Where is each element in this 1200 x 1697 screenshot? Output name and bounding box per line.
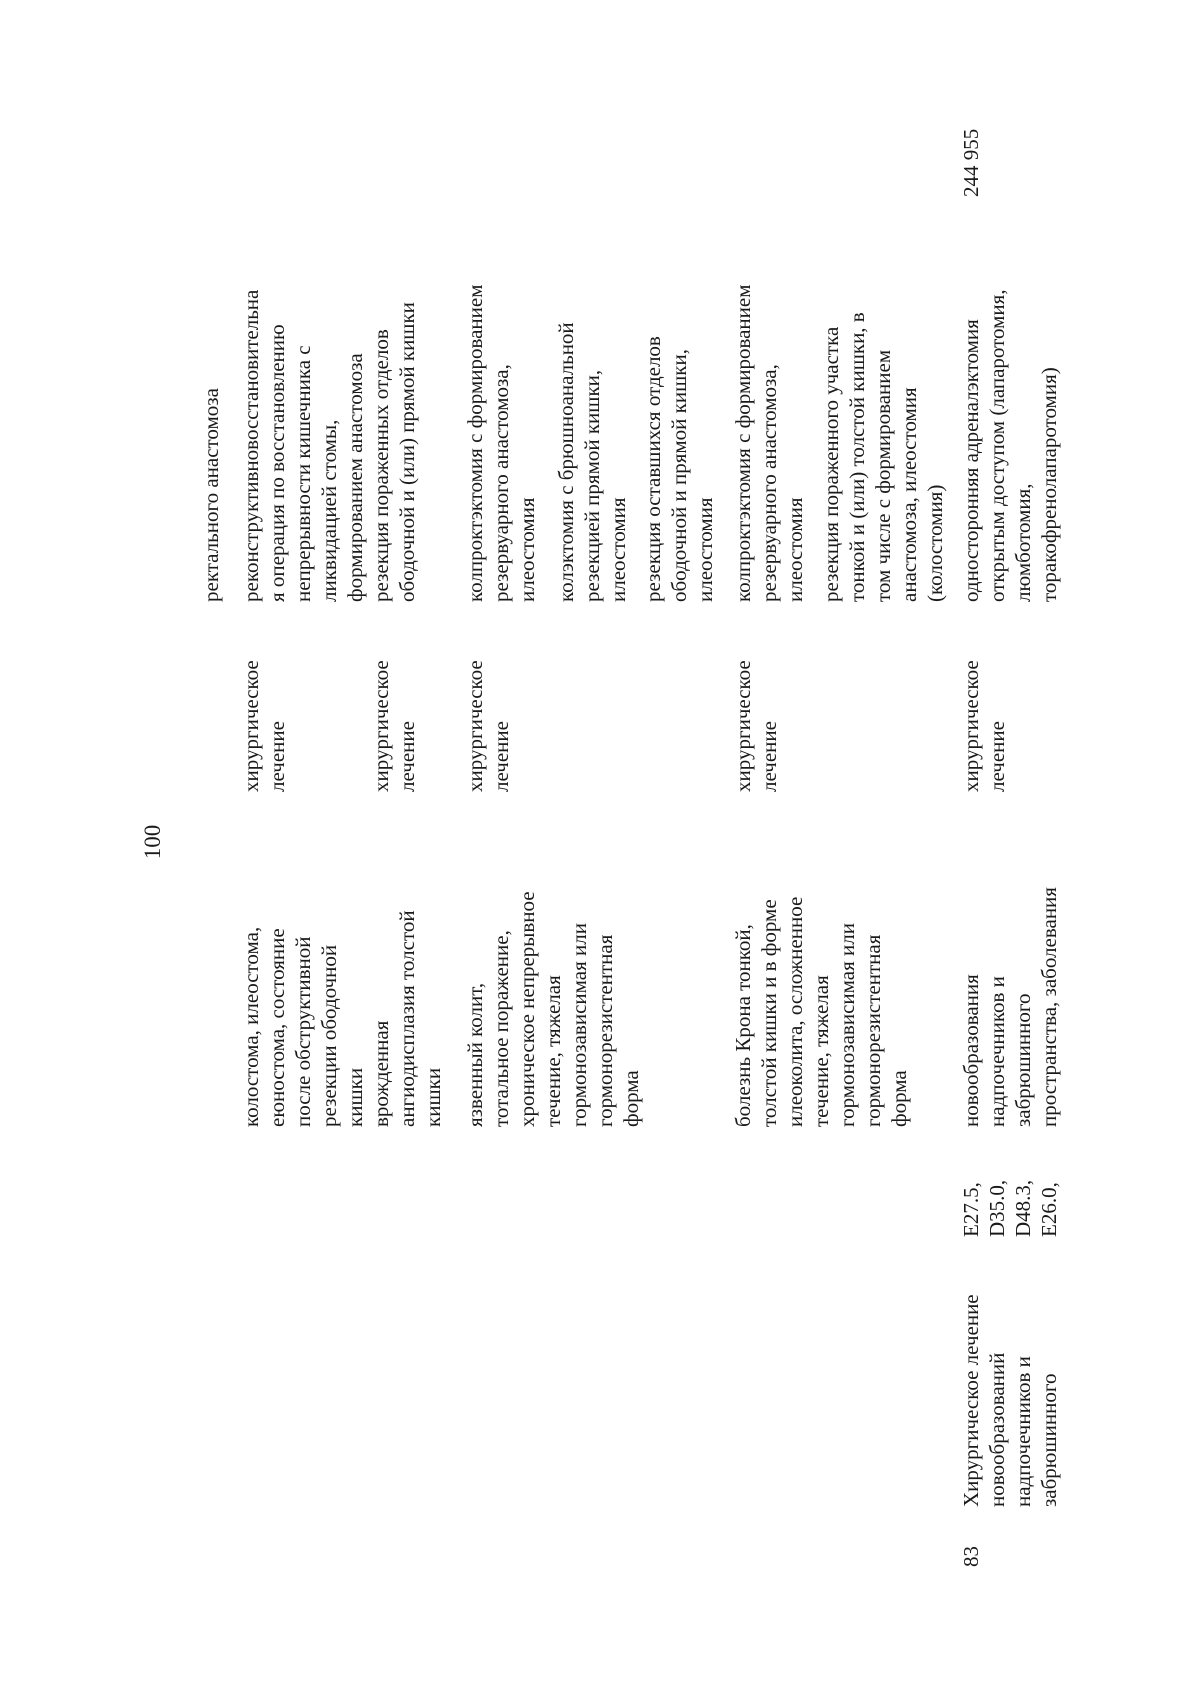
model-cell: болезнь Крона тонкой, толстой кишки и в форме илеоколита, осложненное течение, тяжелая гормонозависимая или гормонорезистентная форма xyxy=(731,896,911,1127)
icd-codes-cell: E27.5, D35.0, D48.3, E26.0, xyxy=(959,1179,1061,1237)
treatment-type-cell: хирургическое лечение xyxy=(369,660,419,792)
method-cell: колпроктэктомия с формированием резервуарного анастомоза, илеостомия xyxy=(463,284,539,602)
procedure-name-cell: Хирургическое лечение новообразований надпочечников и забрюшинного xyxy=(959,1294,1061,1507)
model-cell: колостома, илеостома, еюностома, состояние после обструктивной резекции ободочной кишки xyxy=(239,926,367,1127)
method-cell: колэктомия с брюшноанальной резекцией прямой кишки, илеостомия xyxy=(554,322,630,602)
method-cell: резекция пораженных отделов ободочной и (или) прямой кишки xyxy=(369,302,419,602)
method-cell: резекция пораженного участка тонкой и (или) толстой кишки, в том числе с формированием анастомоза, илеостомия (колостомия) xyxy=(819,312,947,602)
treatment-type-cell: хирургическое лечение xyxy=(463,660,513,792)
price-cell: 244 955 xyxy=(959,128,983,197)
model-cell: язвенный колит, тотальное поражение, хроническое непрерывное течение, тяжелая гормонозависимая или гормонорезистентная форма xyxy=(463,891,643,1127)
method-cell: колпроктэктомия с формированием резервуарного анастомоза, илеостомия xyxy=(731,284,807,602)
model-cell: новообразования надпочечников и забрюшинного пространства, заболевания xyxy=(959,887,1061,1127)
row-number: 83 xyxy=(959,1546,983,1567)
treatment-type-cell: хирургическое лечение xyxy=(239,660,289,792)
method-cell: ректального анастомоза xyxy=(199,388,223,602)
page-number: 100 xyxy=(140,824,165,860)
model-cell: врожденная ангиодисплазия толстой кишки xyxy=(369,910,445,1127)
method-cell: резекция оставшихся отделов ободочной и прямой кишки, илеостомия xyxy=(641,336,717,602)
method-cell: односторонняя адреналэктомия открытым доступом (лапаротомия, люмботомия, торакофренолапаротомия) xyxy=(959,289,1061,602)
treatment-type-cell: хирургическое лечение xyxy=(959,660,1009,792)
treatment-type-cell: хирургическое лечение xyxy=(731,660,781,792)
method-cell: реконструктивновосстановительна я операция по восстановлению непрерывности кишечника с ликвидацией стомы, формированием анастомоза xyxy=(239,289,367,602)
